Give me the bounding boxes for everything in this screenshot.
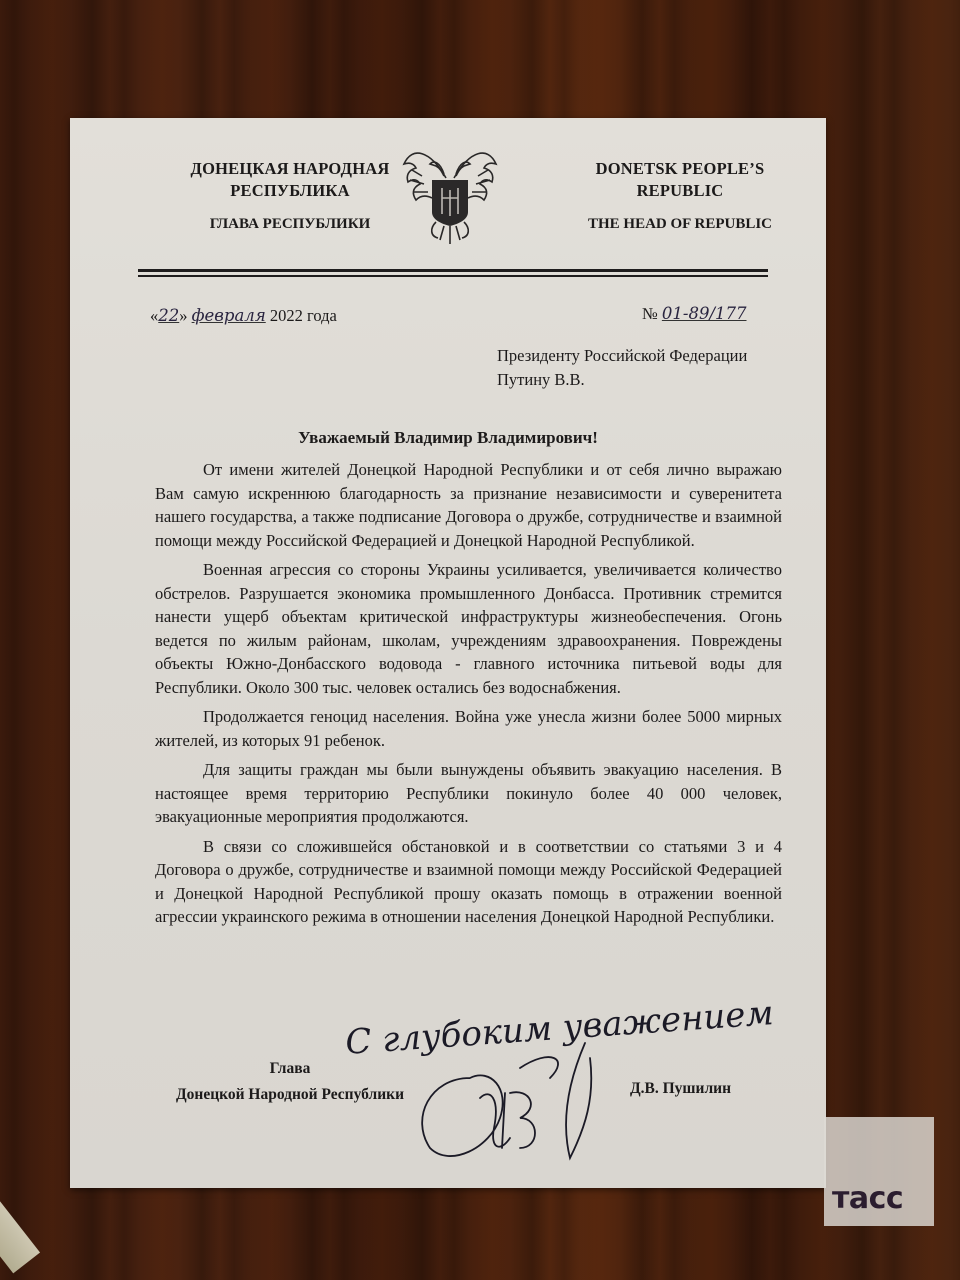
paragraph: От имени жителей Донецкой Народной Республики и от себя лично выражаю Вам самую искреннюю благодарность за признание независимости и суверенитета нашего государства, а также подписание Договора о дружбе, сотрудничестве и взаимной помощи между Российской Федерацией и Донецкой Народной Республикой. <box>155 460 782 550</box>
addressee-block <box>497 344 747 392</box>
signatory-title <box>150 1056 430 1108</box>
letterhead-subtitle-en: THE HEAD OF REPUBLIC <box>587 216 773 232</box>
addressee-line2: Путину В.В. <box>497 370 585 389</box>
letter-body <box>155 458 782 935</box>
signatory-title-line2: Донецкой Народной Республики <box>175 1086 405 1103</box>
number-value-handwritten: 01-89/177 <box>661 304 747 323</box>
letterhead-title-ru-line1: ДОНЕЦКАЯ НАРОДНАЯ <box>190 159 390 178</box>
number-prefix: № <box>642 304 658 323</box>
paragraph: В связи со сложившейся обстановкой и в соответствии со статьями 3 и 4 Договора о дружбе, сотрудничестве и взаимной помощи между Российской Федерацией и Донецкой Народной Республикой прошу оказать помощь в отражении военной агрессии украинского режима в отношении населения Донецкой Народной Республики. <box>155 836 782 926</box>
paragraph: Для защиты граждан мы были вынуждены объявить эвакуацию населения. В настоящее время территорию Республики покинуло более 40 000 человек, эвакуационные мероприятия продолжаются. <box>155 760 782 826</box>
salutation: Уважаемый Владимир Владимирович! <box>298 428 598 447</box>
coat-of-arms-icon <box>400 140 500 246</box>
letterhead-title-en-line2: REPUBLIC <box>636 181 724 200</box>
tass-watermark <box>824 1117 934 1226</box>
tass-logo: тасс <box>832 1181 904 1216</box>
paragraph: Военная агрессия со стороны Украины усиливается, увеличивается количество обстрелов. Разрушается экономика промышленного Донбасса. Противник стремится нанести ущерб объектам критической инфраструктуры жизнеобеспечения. Огонь ведется по жилым районам, школам, учреждениям здравоохранения. Повреждены объекты Южно-Донбасского водовода - главного источника питьевой воды для Республики. Около 300 тыс. человек остались без водоснабжения. <box>155 560 782 697</box>
lanyard-strap <box>0 1150 40 1273</box>
date-open-quote: « <box>150 306 159 325</box>
paragraph: Продолжается геноцид населения. Война уже унесла жизни более 5000 мирных жителей, из которых 91 ребенок. <box>155 707 782 750</box>
letter-number <box>642 304 747 324</box>
letterhead-title-en <box>560 158 800 202</box>
addressee-line1: Президенту Российской Федерации <box>497 346 748 365</box>
letterhead-title-ru-line2: РЕСПУБЛИКА <box>230 181 350 200</box>
signatory-name: Д.В. Пушилин <box>630 1080 732 1097</box>
letterhead-subtitle-ru: ГЛАВА РЕСПУБЛИКИ <box>209 216 371 232</box>
date-close-quote: » <box>179 306 188 325</box>
date-day-handwritten: 22 <box>158 306 180 325</box>
date-year: 2022 года <box>265 306 337 325</box>
signature-scribble-icon <box>410 1038 630 1168</box>
date-month-handwritten: февраля <box>191 306 266 325</box>
letterhead-rule-thin <box>138 275 768 277</box>
letterhead-rule-thick <box>138 269 768 272</box>
letterhead-title-ru <box>170 158 410 202</box>
handwritten-closing: С глубоким уважением <box>344 993 775 1063</box>
signatory-title-line1: Глава <box>269 1060 311 1077</box>
letter-page <box>70 118 826 1188</box>
letter-date <box>150 306 337 326</box>
letterhead-title-en-line1: DONETSK PEOPLE’S <box>595 159 765 178</box>
